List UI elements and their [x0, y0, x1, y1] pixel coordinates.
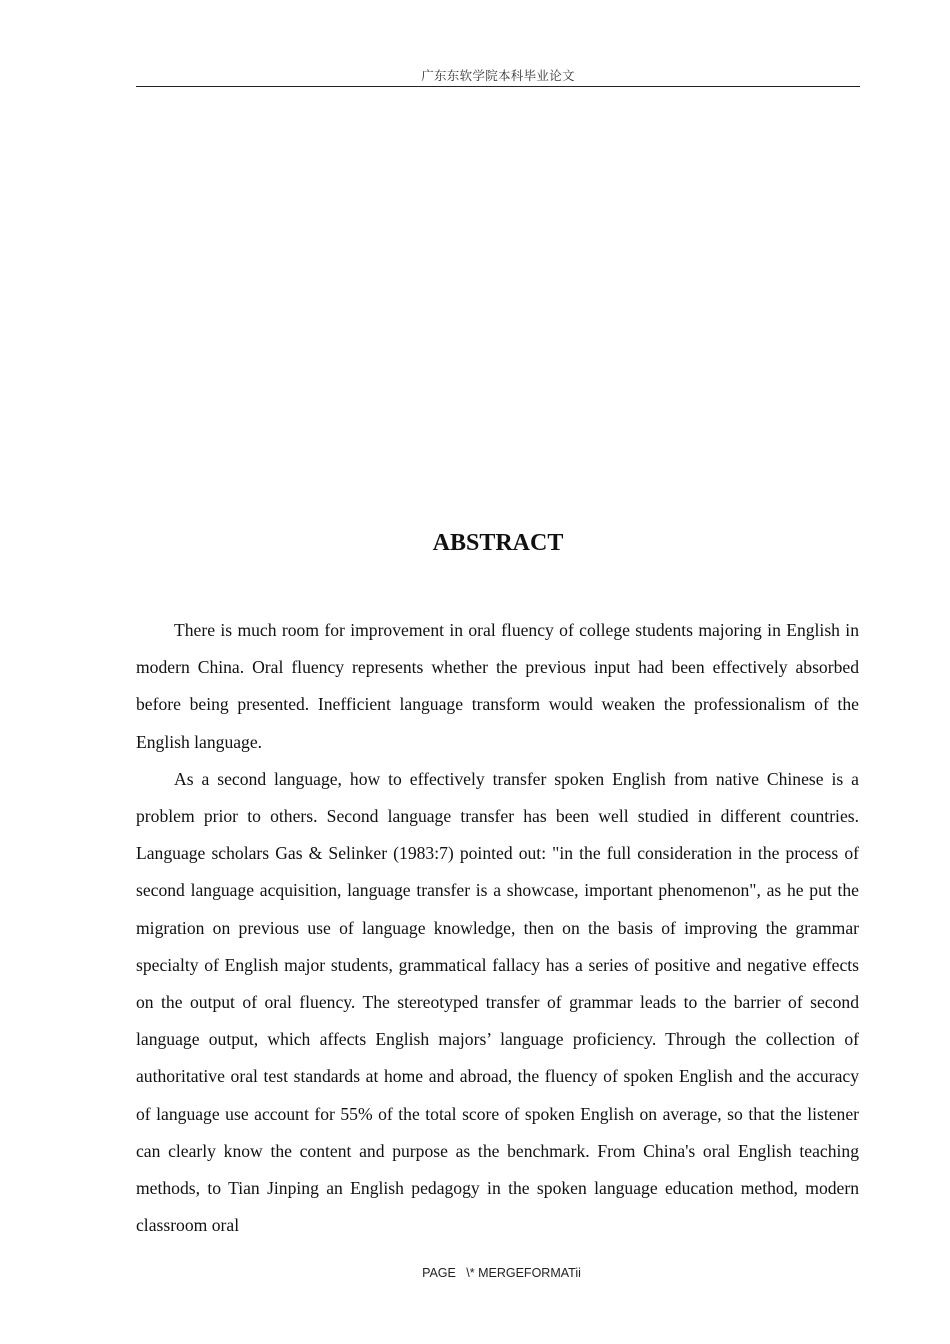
abstract-paragraph-2: As a second language, how to effectively transfer spoken English from native Chinese is a problem prior to others. Second language transfer has been well studied in different countries. Language scholars Gas & Selinker (1983:7) pointed out: "in the full consideration in the process of second language acquisition, language transfer is a showcase, important phenomenon", as he put the migration on previous use of language knowledge, then on the basis of improving the grammar specialty of English major students, grammatical fallacy has a series of positive and negative effects on the output of oral fluency. The stereotyped transfer of grammar leads to the barrier of second language output, which affects English majors’ language proficiency. Through the collection of authoritative oral test standards at home and abroad, the fluency of spoken English and the accuracy of language use account for 55% of the total score of spoken English on average, so that the listener can clearly know the content and purpose as the benchmark. From China's oral English teaching methods, to Tian Jinping an English pedagogy in the spoken language education method, modern classroom oral [136, 768, 859, 1236]
header-title: 广东东软学院本科毕业论文 [421, 68, 575, 83]
abstract-paragraph-1: There is much room for improvement in oral fluency of college students majoring in English in modern China. Oral fluency represents whether the previous input had been effectively absorbed before being presented. Inefficient language transform would weaken the professionalism of the English language. [136, 620, 859, 752]
page-number-field: PAGE \* MERGEFORMATii [422, 1266, 581, 1280]
page-header [136, 66, 860, 87]
abstract-body [136, 612, 859, 1252]
abstract-heading: ABSTRACT [432, 530, 564, 556]
page-footer [136, 1246, 860, 1282]
